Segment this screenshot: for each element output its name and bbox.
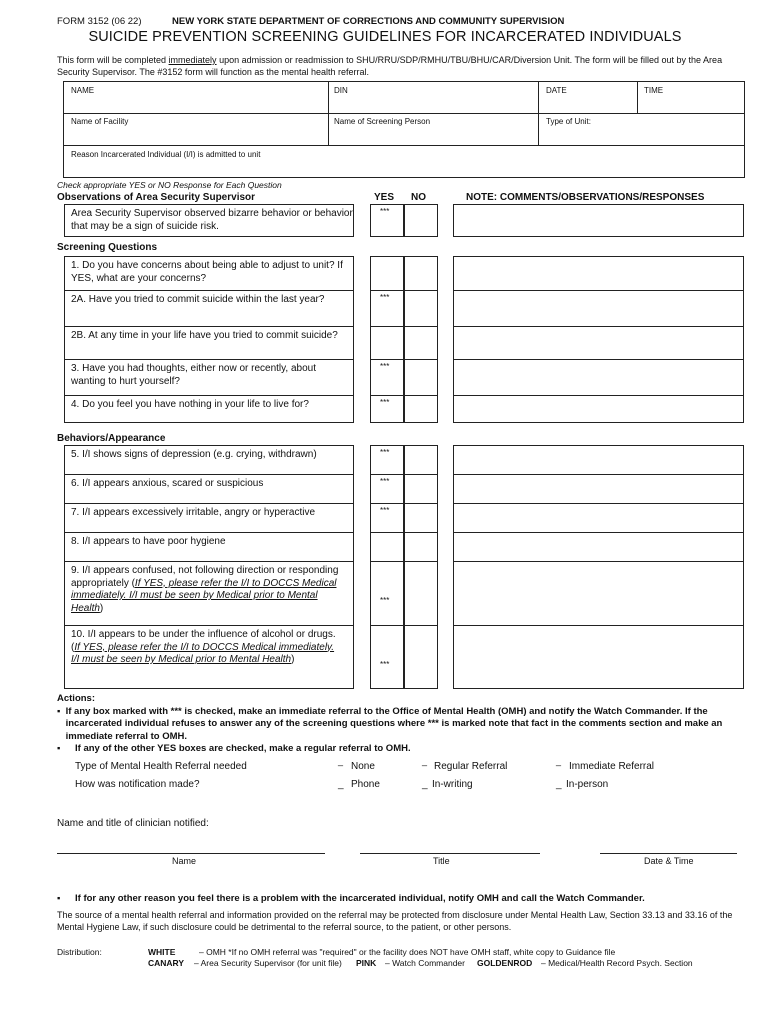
yes-column-heading: YES xyxy=(374,192,395,203)
comment-box[interactable] xyxy=(453,290,744,326)
din-field[interactable]: DIN xyxy=(334,86,348,95)
screening-heading: Screening Questions xyxy=(57,242,158,253)
question-8: 8. I/I appears to have poor hygiene xyxy=(64,532,354,561)
action-bullet-1: ▪ If any box marked with *** is checked, make an immediate referral to the Office of Mental Health (OMH) and notify the Watch Commander. If the incarcerated individual refuses to answer any of the screening questions where *** is marked note that fact in the comments section and make an immediate referral to OMH. xyxy=(57,705,723,742)
canary-copy-desc: – Area Security Supervisor (for unit file) xyxy=(194,958,342,968)
yes-checkbox[interactable]: *** xyxy=(370,359,404,395)
yes-checkbox[interactable]: *** xyxy=(370,561,404,625)
yes-checkbox[interactable] xyxy=(370,326,404,359)
immediate-option: Immediate Referral xyxy=(569,761,655,772)
actions-section xyxy=(57,693,747,756)
none-option: None xyxy=(351,761,375,772)
question-3: 3. Have you had thoughts, either now or recently, about wanting to hurt yourself? xyxy=(64,359,354,395)
clinician-label: Name and title of clinician notified: xyxy=(57,818,209,829)
no-checkbox[interactable] xyxy=(404,359,438,395)
final-instruction: ▪ If for any other reason you feel there is a problem with the incarcerated individual, notify OMH and call the Watch Commander. xyxy=(57,893,645,904)
comment-box[interactable] xyxy=(453,204,744,237)
comment-box[interactable] xyxy=(453,359,744,395)
intro-text: This form will be completed immediately upon admission or readmission to SHU/RRU/SDP/RMHU/TBU/BHU/CAR/Diversion Unit. The form will be filled out by the Area Security Supervisor. The #3152 form will function as the mental health referral. xyxy=(57,55,723,77)
question-4: 4. Do you feel you have nothing in your life to live for? xyxy=(64,395,354,423)
writing-option: In-writing xyxy=(432,779,473,790)
name-field[interactable]: NAME xyxy=(71,86,95,95)
yes-checkbox[interactable]: *** xyxy=(370,290,404,326)
person-checkbox[interactable]: _ xyxy=(556,779,562,790)
yes-checkbox[interactable]: *** xyxy=(370,474,404,503)
comment-box[interactable] xyxy=(453,445,744,474)
datetime-line[interactable] xyxy=(600,853,737,854)
no-checkbox[interactable] xyxy=(404,256,438,290)
yes-checkbox[interactable]: *** xyxy=(370,204,404,237)
question-6: 6. I/I appears anxious, scared or suspicious xyxy=(64,474,354,503)
no-checkbox[interactable] xyxy=(404,474,438,503)
person-option: In-person xyxy=(566,779,609,790)
actions-heading: Actions: xyxy=(57,693,95,704)
goldenrod-copy: GOLDENROD xyxy=(477,958,533,968)
phone-option: Phone xyxy=(351,779,380,790)
yes-checkbox[interactable]: *** xyxy=(370,503,404,532)
title-caption: Title xyxy=(433,856,450,866)
question-1: 1. Do you have concerns about being able to adjust to unit? If YES, what are your concerns? xyxy=(64,256,354,290)
yes-checkbox[interactable] xyxy=(370,532,404,561)
no-checkbox[interactable] xyxy=(404,503,438,532)
distribution-label: Distribution: xyxy=(57,947,102,957)
regular-checkbox[interactable]: _ xyxy=(422,756,428,766)
white-copy-desc: – OMH *If no OMH referral was "required" or the facility does NOT have OMH staff, white copy to Guidance file xyxy=(199,947,616,957)
no-checkbox[interactable] xyxy=(404,625,438,689)
comment-box[interactable] xyxy=(453,625,744,689)
yes-checkbox[interactable]: *** xyxy=(370,625,404,689)
question-7: 7. I/I appears excessively irritable, angry or hyperactive xyxy=(64,503,354,532)
yes-checkbox[interactable]: *** xyxy=(370,445,404,474)
info-table xyxy=(63,81,745,178)
disclosure-text: The source of a mental health referral and information provided on the referral may be protected from disclosure under Mental Health Law, Section 33.13 and 33.16 of the Mental Hygiene Law, if such disclosure could be detrimental to the referral source, to the patient, or other persons. xyxy=(57,910,733,932)
comment-box[interactable] xyxy=(453,395,744,423)
no-checkbox[interactable] xyxy=(404,561,438,625)
no-column-heading: NO xyxy=(411,192,426,203)
question-5: 5. I/I shows signs of depression (e.g. crying, withdrawn) xyxy=(64,445,354,474)
comment-box[interactable] xyxy=(453,503,744,532)
no-checkbox[interactable] xyxy=(404,204,438,237)
supervisor-question: Area Security Supervisor observed bizarre behavior or behavior that may be a sign of suicide risk. xyxy=(64,204,354,237)
no-checkbox[interactable] xyxy=(404,445,438,474)
notes-column-heading: NOTE: COMMENTS/OBSERVATIONS/RESPONSES xyxy=(466,192,705,203)
no-checkbox[interactable] xyxy=(404,290,438,326)
goldenrod-copy-desc: – Medical/Health Record Psych. Section xyxy=(541,958,693,968)
behaviors-heading: Behaviors/Appearance xyxy=(57,433,166,444)
no-checkbox[interactable] xyxy=(404,532,438,561)
time-field[interactable]: TIME xyxy=(644,86,664,95)
reason-field[interactable]: Reason Incarcerated Individual (I/I) is admitted to unit xyxy=(71,150,261,159)
comment-box[interactable] xyxy=(453,532,744,561)
clinician-title-line[interactable] xyxy=(360,853,540,854)
question-2a: 2A. Have you tried to commit suicide within the last year? xyxy=(64,290,354,326)
no-checkbox[interactable] xyxy=(404,326,438,359)
question-10: 10. I/I appears to be under the influence of alcohol or drugs. (If YES, please refer the I/I to DOCCS Medical immediately. I/I must be seen by Medical prior to Mental Health) xyxy=(64,625,354,689)
check-instruction: Check appropriate YES or NO Response for Each Question xyxy=(57,180,282,190)
yes-checkbox[interactable]: *** xyxy=(370,395,404,423)
no-checkbox[interactable] xyxy=(404,395,438,423)
immediate-checkbox[interactable]: _ xyxy=(556,756,562,766)
observations-heading: Observations of Area Security Supervisor xyxy=(57,192,256,203)
phone-checkbox[interactable]: _ xyxy=(338,779,344,790)
unit-type-field[interactable]: Type of Unit: xyxy=(546,117,591,126)
writing-checkbox[interactable]: _ xyxy=(422,779,428,790)
comment-box[interactable] xyxy=(453,561,744,625)
none-checkbox[interactable]: _ xyxy=(338,756,344,766)
regular-option: Regular Referral xyxy=(434,761,508,772)
action-bullet-2: ▪ If any of the other YES boxes are checked, make a regular referral to OMH. xyxy=(57,743,411,754)
form-title: SUICIDE PREVENTION SCREENING GUIDELINES FOR INCARCERATED INDIVIDUALS xyxy=(88,29,682,45)
canary-copy: CANARY xyxy=(148,958,185,968)
yes-checkbox[interactable] xyxy=(370,256,404,290)
white-copy: WHITE xyxy=(148,947,176,957)
comment-box[interactable] xyxy=(453,256,744,290)
pink-copy-desc: – Watch Commander xyxy=(385,958,465,968)
question-9: 9. I/I appears confused, not following direction or responding appropriately (If YES, please refer the I/I to DOCCS Medical immediately. I/I must be seen by Medical prior to Mental Health) xyxy=(64,561,354,625)
referral-type-label: Type of Mental Health Referral needed xyxy=(75,761,247,772)
screener-field[interactable]: Name of Screening Person xyxy=(334,117,431,126)
form-number: FORM 3152 (06 22) xyxy=(57,16,142,27)
pink-copy: PINK xyxy=(356,958,377,968)
notification-label: How was notification made? xyxy=(75,779,200,790)
facility-field[interactable]: Name of Facility xyxy=(71,117,129,126)
comment-box[interactable] xyxy=(453,326,744,359)
datetime-caption: Date & Time xyxy=(644,856,694,866)
question-2b: 2B. At any time in your life have you tried to commit suicide? xyxy=(64,326,354,359)
comment-box[interactable] xyxy=(453,474,744,503)
date-field[interactable]: DATE xyxy=(546,86,567,95)
clinician-name-line[interactable] xyxy=(57,853,325,854)
name-caption: Name xyxy=(172,856,197,866)
department-name: NEW YORK STATE DEPARTMENT OF CORRECTIONS AND COMMUNITY SUPERVISION xyxy=(172,16,565,27)
